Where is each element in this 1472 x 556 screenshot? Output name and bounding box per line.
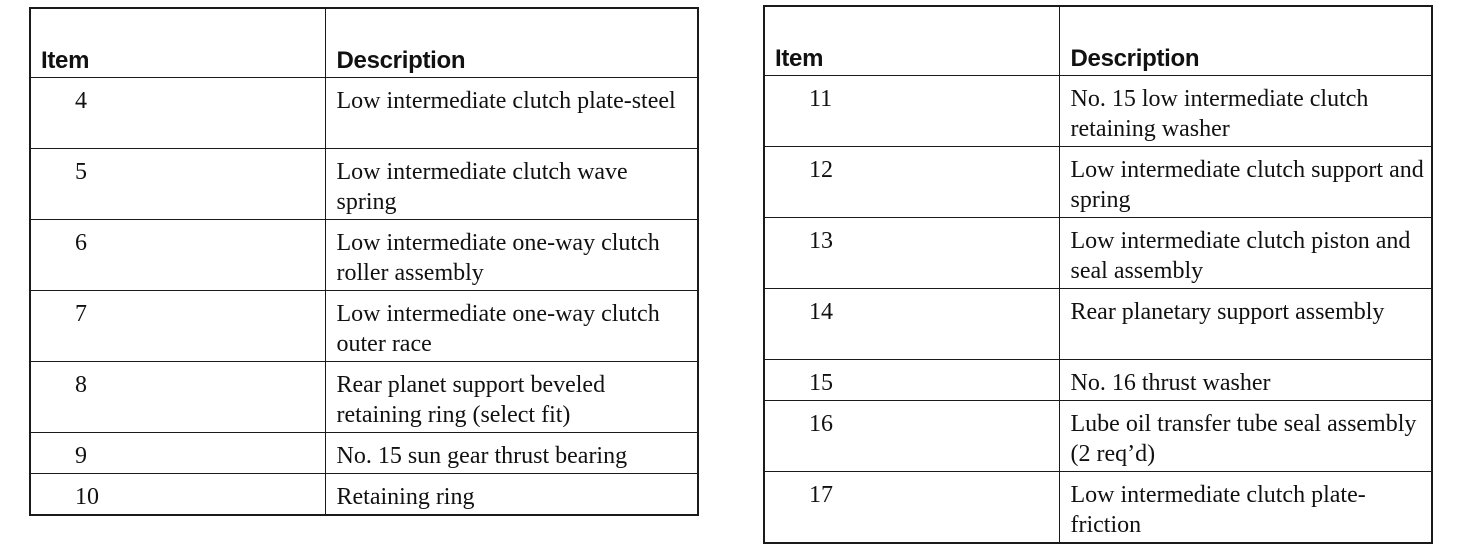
parts-table-left	[29, 7, 699, 516]
item-description: Low intermediate clutch wave spring	[325, 149, 698, 220]
item-number: 6	[30, 220, 325, 291]
item-number: 17	[764, 472, 1059, 544]
table-row	[764, 472, 1432, 544]
item-column-header: Item	[764, 6, 1059, 76]
item-column-header: Item	[30, 8, 325, 78]
description-column-header: Description	[1059, 6, 1432, 76]
item-number: 9	[30, 433, 325, 474]
table-row	[764, 289, 1432, 360]
table-row	[30, 220, 698, 291]
table-row	[30, 78, 698, 149]
description-column-header: Description	[325, 8, 698, 78]
item-number: 12	[764, 147, 1059, 218]
table-row	[30, 474, 698, 516]
table-row	[30, 433, 698, 474]
item-description: No. 15 low intermediate clutch retaining washer	[1059, 76, 1432, 147]
item-description: Low intermediate clutch support and spring	[1059, 147, 1432, 218]
item-number: 14	[764, 289, 1059, 360]
table-header-row	[764, 6, 1432, 76]
item-description: Low intermediate clutch plate-steel	[325, 78, 698, 149]
item-number: 4	[30, 78, 325, 149]
item-description: Low intermediate one-way clutch outer race	[325, 291, 698, 362]
table-row	[764, 218, 1432, 289]
item-number: 13	[764, 218, 1059, 289]
item-description: Rear planetary support assembly	[1059, 289, 1432, 360]
item-description: No. 16 thrust washer	[1059, 360, 1432, 401]
item-number: 16	[764, 401, 1059, 472]
item-number: 8	[30, 362, 325, 433]
parts-table-right	[763, 5, 1433, 544]
item-number: 7	[30, 291, 325, 362]
item-description: Low intermediate clutch piston and seal assembly	[1059, 218, 1432, 289]
table-row	[30, 149, 698, 220]
table-row	[764, 401, 1432, 472]
item-number: 5	[30, 149, 325, 220]
item-description: Rear planet support beveled retaining ring (select fit)	[325, 362, 698, 433]
item-description: Lube oil transfer tube seal assembly (2 req’d)	[1059, 401, 1432, 472]
item-description: No. 15 sun gear thrust bearing	[325, 433, 698, 474]
item-description: Low intermediate one-way clutch roller assembly	[325, 220, 698, 291]
item-number: 10	[30, 474, 325, 516]
item-number: 15	[764, 360, 1059, 401]
table-row	[30, 291, 698, 362]
item-description: Low intermediate clutch plate-friction	[1059, 472, 1432, 544]
table-row	[764, 360, 1432, 401]
table-row	[30, 362, 698, 433]
table-row	[764, 76, 1432, 147]
table-row	[764, 147, 1432, 218]
table-header-row	[30, 8, 698, 78]
item-description: Retaining ring	[325, 474, 698, 516]
item-number: 11	[764, 76, 1059, 147]
